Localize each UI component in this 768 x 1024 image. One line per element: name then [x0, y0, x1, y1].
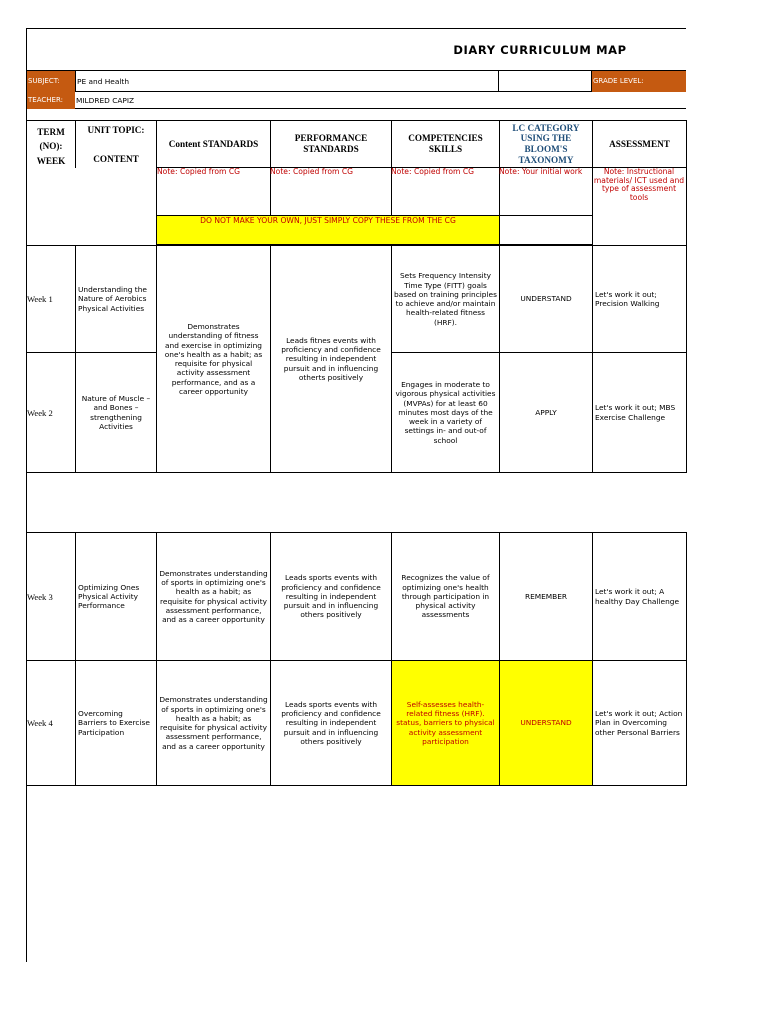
teacher-label: TEACHER: [27, 92, 75, 109]
table-row-week1-label: Week 1 [26, 245, 76, 353]
header-assessment: ASSESSMENT [592, 120, 687, 168]
table-row-week3-lc: REMEMBER [499, 532, 593, 661]
header-term [27, 125, 75, 168]
table-row-week3-content: Demonstrates understanding of sports in optimizing one's health as a habit; as requisite for physical activity assessment performance, and as a career opportunity [156, 532, 271, 661]
table-row-week4-content: Demonstrates understanding of sports in optimizing one's health as a habit; as requisite for physical activity assessment performance, and as a career opportunity [156, 660, 271, 786]
table-row-week1-lc: UNDERSTAND [499, 245, 593, 353]
table-row-week3-assessment: Let's work it out; A healthy Day Challenge [592, 532, 687, 661]
note-lc: Note: Your initial work [499, 167, 593, 216]
table-row-week3-competency: Recognizes the value of optimizing one's health through participation in physical activity assessments [391, 532, 500, 661]
header-content-standards: Content STANDARDS [156, 120, 271, 168]
table-row-week3-label: Week 3 [26, 532, 76, 661]
table-row-week1-topic: Understanding the Nature of Aerobics Physical Activities [75, 245, 157, 353]
table-row-week4-performance: Leads sports events with proficiency and confidence resulting in independent pursuit and in influencing others positively [270, 660, 392, 786]
table-row-week2-label: Week 2 [26, 352, 76, 473]
table-row-week1-competency: Sets Frequency Intensity Time Type (FITT) goals based on training principles to achieve and/or maintain health-related fitness (HRF). [391, 245, 500, 353]
table-row-week1-assessment: Let's work it out; Precision Walking [592, 245, 687, 353]
merged-performance-standard: Leads fitnes events with proficiency and confidence resulting in independent pursuit and in influencing otherts positively [270, 245, 392, 473]
header-performance-standards: PERFORMANCE STANDARDS [270, 120, 392, 168]
subject-value: PE and Health [75, 71, 499, 92]
copy-from-cg-banner: DO NOT MAKE YOUR OWN, JUST SIMPLY COPY THESE FROM THE CG [156, 215, 500, 245]
table-row-week2-topic: Nature of Muscle – and Bones – strengthening Activities [75, 352, 157, 473]
header-topic-line1: UNIT TOPIC: [87, 125, 145, 135]
table-row-week3-topic: Optimizing Ones Physical Activity Performance [75, 532, 157, 661]
note-assessment: Note: Instructional materials/ ICT used and type of assessment tools [592, 167, 687, 245]
note-content: Note: Copied from CG [156, 167, 271, 216]
header-term-line2: (NO): [39, 141, 63, 152]
subject-spacer-cell [499, 71, 592, 92]
note-competencies: Note: Copied from CG [391, 167, 500, 216]
table-row-week4-competency: Self-assesses health-related fitness (HRF). status, barriers to physical activity assessment participation [391, 660, 500, 786]
table-row-week4-label: Week 4 [26, 660, 76, 786]
page-title: DIARY CURRICULUM MAP [453, 43, 627, 57]
header-topic-line2: CONTENT [93, 153, 139, 164]
grade-level-label: GRADE LEVEL: [592, 71, 686, 92]
table-row-week2-competency: Engages in moderate to vigorous physical activities (MVPAs) for at least 60 minutes most days of the week in a variety of settings in- and out-of school [391, 352, 500, 473]
note-performance: Note: Copied from CG [270, 167, 392, 216]
header-term-line1: TERM [37, 127, 65, 137]
banner-lc-spacer [499, 215, 593, 245]
header-term-line3: WEEK [36, 155, 66, 166]
table-row-week4-topic: Overcoming Barriers to Exercise Participation [75, 660, 157, 786]
table-row-week4-lc: UNDERSTAND [499, 660, 593, 786]
table-row-week3-performance: Leads sports events with proficiency and confidence resulting in independent pursuit and in influencing others positively [270, 532, 392, 661]
header-topic [76, 125, 156, 164]
header-competencies: COMPETENCIES SKILLS [391, 120, 500, 168]
table-row-week4-assessment: Let's work it out; Action Plan in Overcoming other Personal Barriers [592, 660, 687, 786]
table-row-week2-assessment: Let's work it out; MBS Exercise Challenge [592, 352, 687, 473]
table-row-week2-lc: APPLY [499, 352, 593, 473]
merged-content-standard: Demonstrates understanding of fitness and exercise in optimizing one's health as a habit; as requisite for physical activity assessment performance, and as a career opportunity [156, 245, 271, 473]
subject-label: SUBJECT: [27, 71, 75, 92]
page-top-border [26, 28, 686, 29]
page-left-border [26, 28, 27, 962]
teacher-value: MILDRED CAPIZ [75, 92, 686, 109]
header-lc-category: LC CATEGORY USING THE BLOOM'S TAXONOMY [499, 120, 593, 168]
